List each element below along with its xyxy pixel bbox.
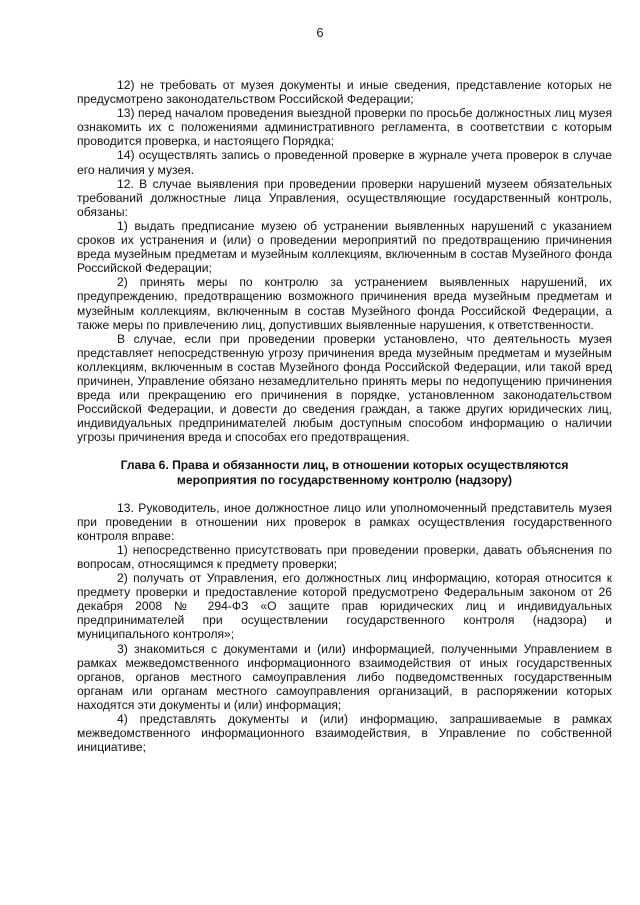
paragraph: 12) не требовать от музея документы и иные сведения, представление которых не предусмотрено законодательством Российской Федерации; xyxy=(77,78,612,107)
paragraph: В случае, если при проведении проверки установлено, что деятельность музея представляет непосредственную угрозу причинения вреда музейным предметам и музейным коллекциям, включенным в состав Музейного фонда Российской Федерации, или такой вред причинен, Управление обязано незамедлительно принять меры по недопущению причинения вреда или прекращению его причинения в порядке, установленном законодательством Российской Федерации, и довести до сведения граждан, а также других юридических лиц, индивидуальных предпринимателей любым доступным способом информацию о наличии угрозы причинения вреда и способах его предотвращения. xyxy=(77,331,612,445)
paragraph: 2) принять меры по контролю за устранением выявленных нарушений, их предупреждению, предотвращению возможного причинения вреда музейным предметам и музейным коллекциям, включенным в состав Музейного фонда Российской Федерации, а также меры по привлечению лиц, допустивших выявленные нарушения, к ответственности. xyxy=(77,275,612,332)
paragraph: 3) знакомиться с документами и (или) информацией, полученными Управлением в рамках межведомственного информационного взаимодействия от иных государственных органов, органов местного самоуправления либо подведомственных государственным органам или органам местного самоуправления организаций, в распоряжении которых находятся эти документы и (или) информация; xyxy=(77,641,612,712)
paragraph: 13. Руководитель, иное должностное лицо или уполномоченный представитель музея при проведении в отношении них проверок в рамках осуществления государственного контроля вправе: xyxy=(77,500,612,543)
chapter-heading: Глава 6. Права и обязанности лиц, в отношении которых осуществляются мероприятия по государственному контролю (надзору) xyxy=(120,458,569,487)
paragraph: 12. В случае выявления при проведении проверки нарушений музеем обязательных требований должностные лица Управления, осуществляющие государственный контроль, обязаны: xyxy=(77,176,612,219)
paragraph: 1) выдать предписание музею об устранении выявленных нарушений с указанием сроков их устранения и (или) о проведении мероприятий по предотвращению причинения вреда музейным предметам и музейным коллекциям, включенным в состав Музейного фонда Российской Федерации; xyxy=(77,218,612,276)
paragraph: 13) перед началом проведения выездной проверки по просьбе должностных лиц музея ознакомить их с положениями административного регламента, в соответствии с которым проводится проверка, и настоящего Порядка; xyxy=(77,106,612,149)
document-body xyxy=(77,78,612,754)
paragraph: 14) осуществлять запись о проведенной проверке в журнале учета проверок в случае его наличия у музея. xyxy=(77,148,612,177)
paragraph: 4) представлять документы и (или) информацию, запрашиваемые в рамках межведомственного информационного взаимодействия, в Управление по собственной инициативе; xyxy=(77,712,612,755)
paragraph: 1) непосредственно присутствовать при проведении проверки, давать объяснения по вопросам, относящимся к предмету проверки; xyxy=(77,542,612,571)
paragraph: 2) получать от Управления, его должностных лиц информацию, которая относится к предмету проверки и предоставление которой предусмотрено Федеральным законом от 26 декабря 2008 № 294-ФЗ «О защите прав юридических лиц и индивидуальных предпринимателей при осуществлении государственного контроля (надзора) и муниципального контроля»; xyxy=(77,571,612,642)
page-number: 6 xyxy=(316,25,324,40)
